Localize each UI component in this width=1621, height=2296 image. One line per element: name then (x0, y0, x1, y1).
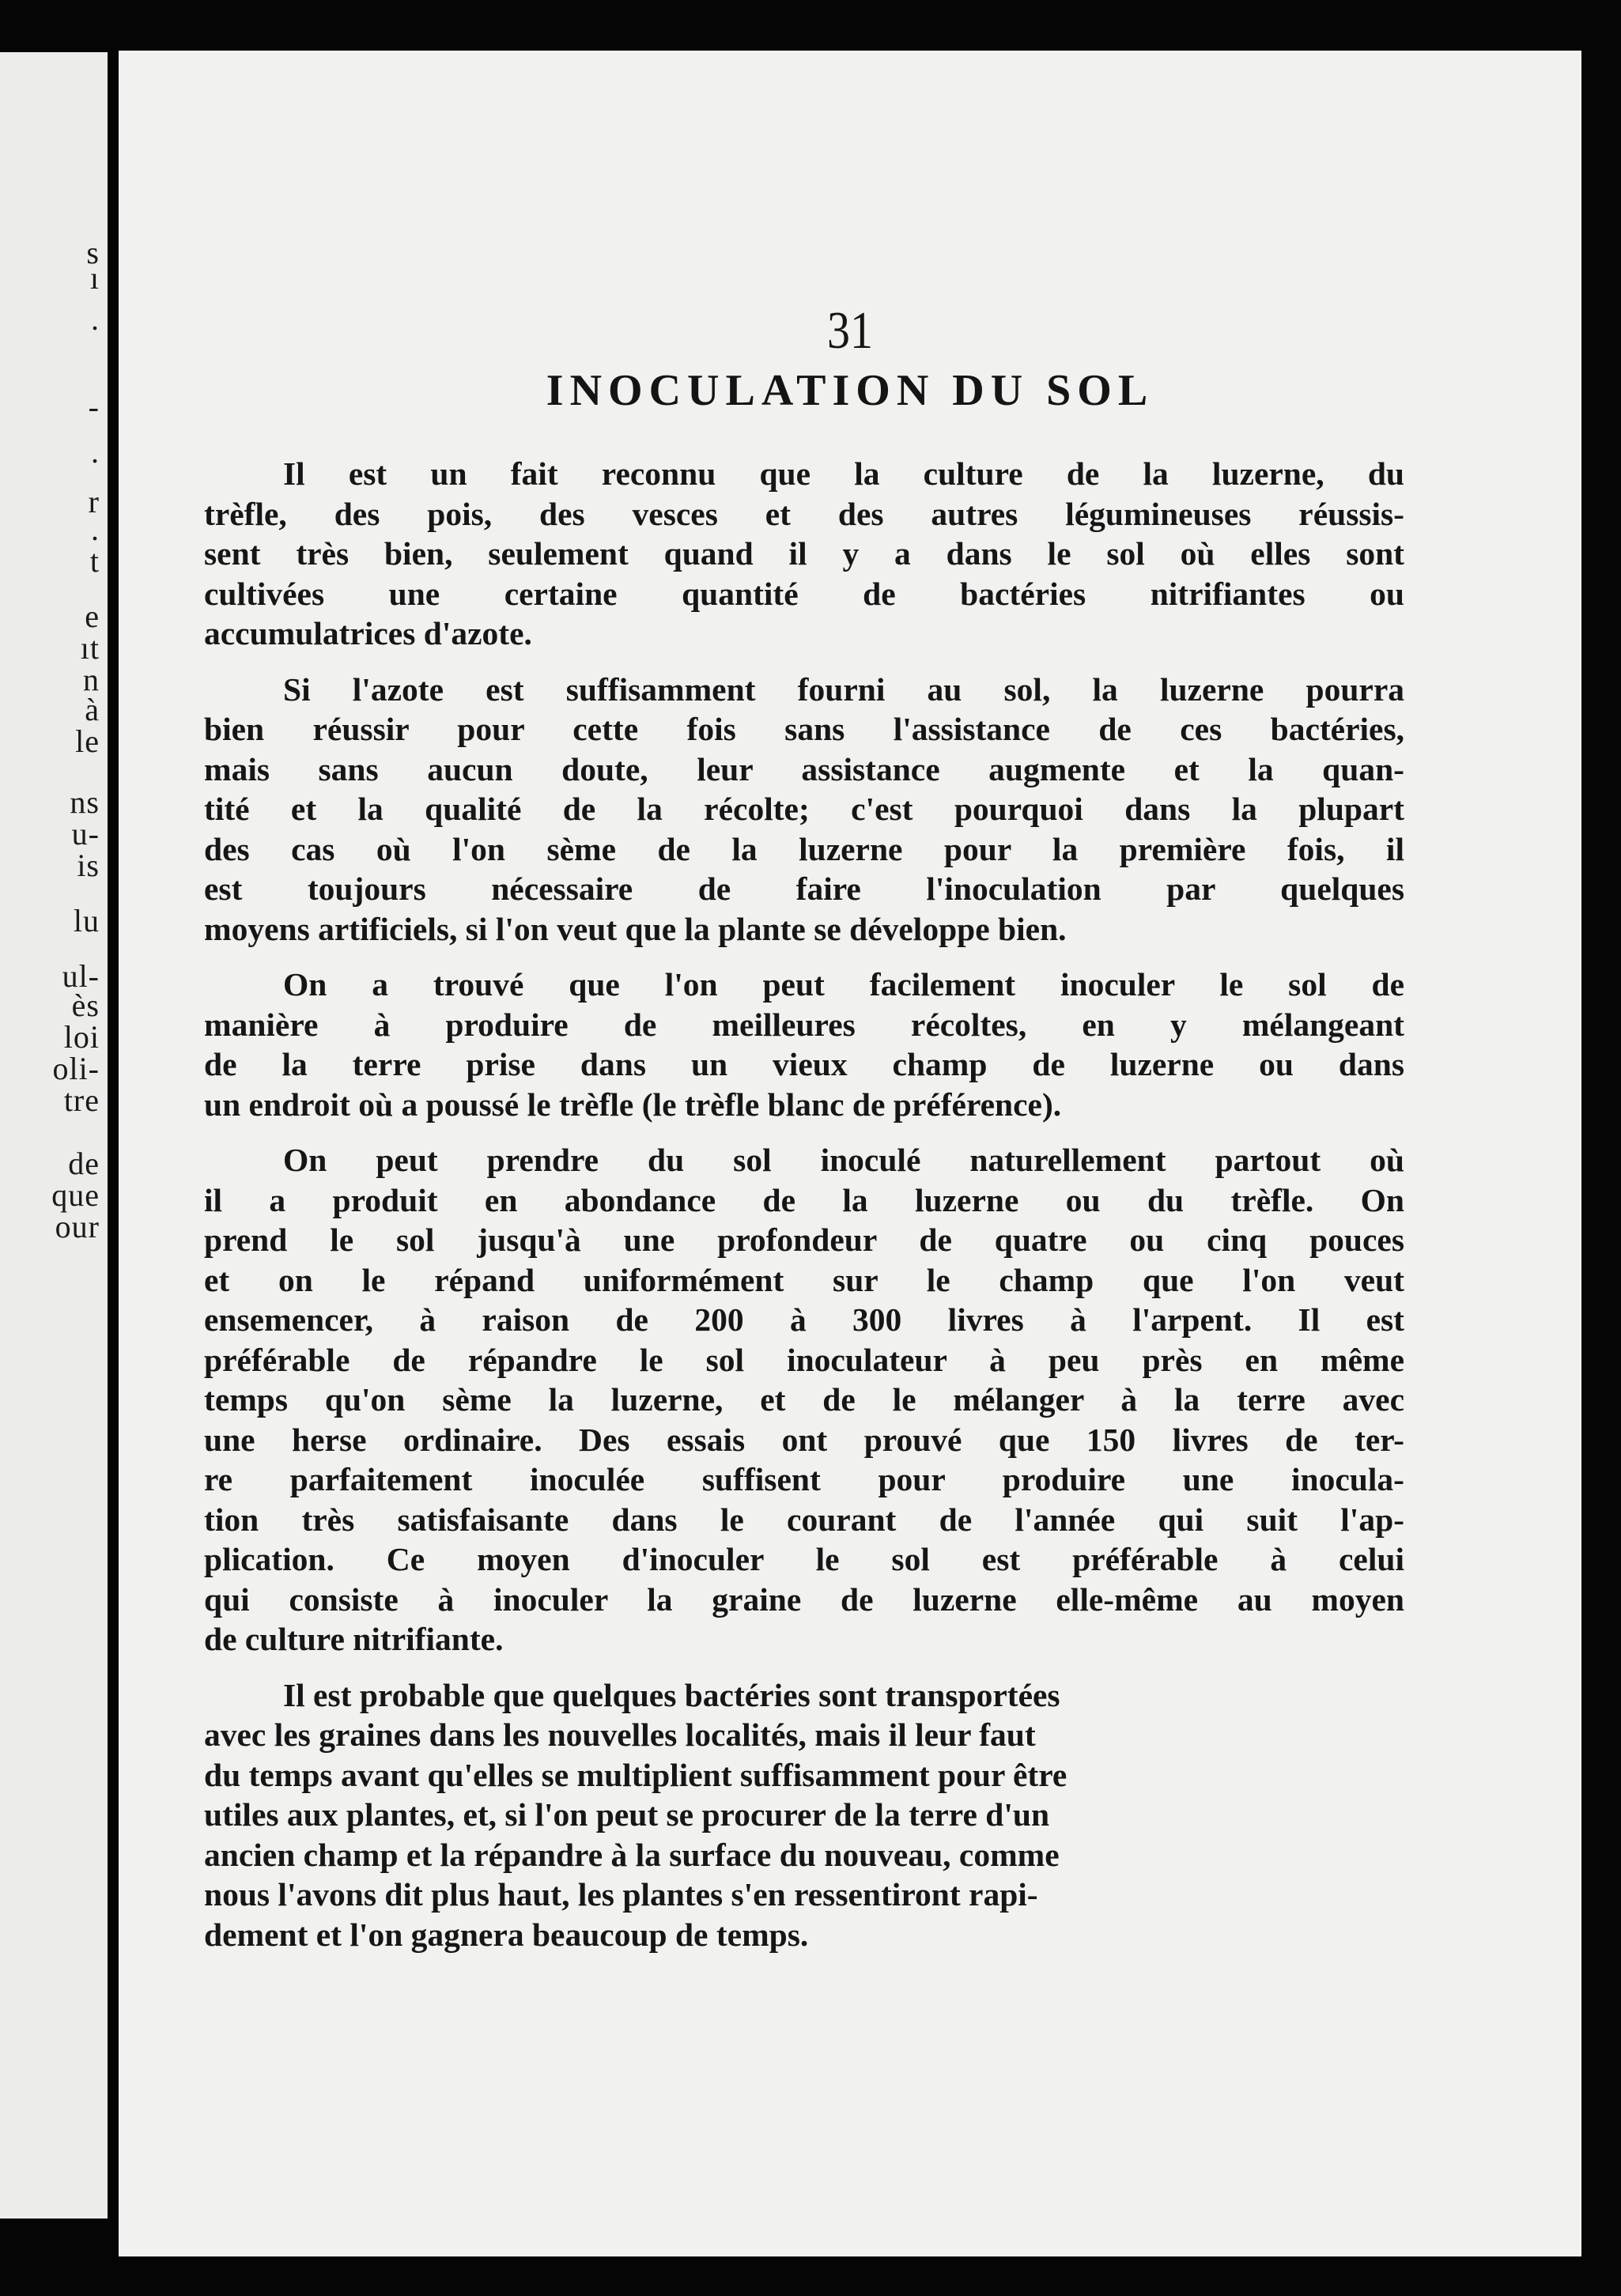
text-line: de culture nitrifiante. (204, 1621, 504, 1657)
left-page-fragment: ès (71, 988, 100, 1023)
text-line: et on le répand uniformément sur le champ que l'on veut (204, 1261, 1404, 1298)
text-line: nous l'avons dit plus haut, les plantes s'en ressentiront rapi- (204, 1876, 1038, 1913)
left-page-fragment: - (88, 389, 100, 425)
left-page-fragment: ı (89, 260, 100, 296)
left-page-fragment: is (77, 848, 100, 883)
text-line: avec les graines dans les nouvelles localités, mais il leur faut (204, 1716, 1036, 1753)
text-line: Si l'azote est suffisamment fourni au sol, la luzerne pourra (283, 670, 1404, 708)
page-number: 31 (827, 300, 873, 360)
paragraph-2 (204, 670, 1404, 950)
text-line: Il est un fait reconnu que la culture de la luzerne, du (283, 455, 1404, 492)
left-page-edge (0, 52, 108, 2219)
text-line: est toujours nécessaire de faire l'inoculation par quelques (204, 870, 1404, 907)
left-page-fragment: loi (63, 1019, 100, 1055)
paragraph-4 (204, 1140, 1404, 1660)
text-line: temps qu'on sème la luzerne, et de le mélanger à la terre avec (204, 1381, 1404, 1418)
text-line: du temps avant qu'elles se multiplient suffisamment pour être (204, 1756, 1067, 1793)
left-page-fragment: tre (63, 1082, 100, 1118)
left-page-fragment: our (55, 1209, 100, 1244)
left-page-fragment: . (91, 512, 100, 547)
left-page-fragment: à (85, 692, 100, 727)
text-line: un endroit où a poussé le trèfle (le trèfle blanc de préférence). (204, 1086, 1062, 1123)
text-line: ancien champ et la répandre à la surface du nouveau, comme (204, 1836, 1060, 1873)
left-page-fragment: de (68, 1146, 100, 1181)
text-line: dement et l'on gagnera beaucoup de temps. (204, 1916, 809, 1953)
text-line: qui consiste à inoculer la graine de luzerne elle-même au moyen (204, 1580, 1404, 1618)
text-line: sent très bien, seulement quand il y a dans le sol où elles sont (204, 535, 1404, 572)
text-line: bien réussir pour cette fois sans l'assistance de ces bactéries, (204, 711, 1404, 747)
left-page-fragment: ul- (62, 958, 100, 994)
text-line: préférable de répandre le sol inoculateur à peu près en même (204, 1341, 1404, 1378)
left-page-fragment: t (89, 543, 100, 579)
text-line: accumulatrices d'azote. (204, 615, 532, 651)
left-page-fragment: lu (73, 903, 100, 938)
left-page-fragment: le (75, 723, 100, 759)
text-line: prend le sol jusqu'à une profondeur de quatre ou cinq pouces (204, 1222, 1404, 1258)
text-line: re parfaitement inoculée suffisent pour produire une inocula- (204, 1461, 1404, 1497)
left-page-fragment: . (91, 301, 100, 337)
text-line: tion très satisfaisante dans le courant de l'année qui suit l'ap- (204, 1501, 1404, 1538)
chapter-title: INOCULATION DU SOL (546, 366, 1154, 415)
text-line: des cas où l'on sème de la luzerne pour la première fois, il (204, 830, 1404, 867)
left-page-fragment: oli- (52, 1051, 100, 1086)
text-line: On a trouvé que l'on peut facilement inoculer le sol de (283, 966, 1404, 1003)
left-page-fragment: . (91, 434, 100, 470)
text-line: il a produit en abondance de la luzerne ou du trèfle. On (204, 1181, 1404, 1218)
text-line: tité et la qualité de la récolte; c'est pourquoi dans la plupart (204, 791, 1404, 827)
left-page-fragment: ıt (80, 630, 100, 666)
text-line: moyens artificiels, si l'on veut que la plante se développe bien. (204, 910, 1067, 947)
left-page-fragment: s (86, 235, 100, 270)
body-text (204, 454, 1404, 1970)
paragraph-5 (204, 1675, 1404, 1955)
text-line: de la terre prise dans un vieux champ de luzerne ou dans (204, 1046, 1404, 1082)
book-page (119, 51, 1581, 2256)
text-line: plication. Ce moyen d'inoculer le sol est préférable à celui (204, 1541, 1404, 1577)
paragraph-1 (204, 454, 1404, 654)
left-page-fragment: e (85, 599, 100, 634)
text-line: mais sans aucun doute, leur assistance augmente et la quan- (204, 750, 1404, 787)
text-line: manière à produire de meilleures récoltes, en y mélangeant (204, 1006, 1404, 1043)
text-line: utiles aux plantes, et, si l'on peut se procurer de la terre d'un (204, 1796, 1050, 1833)
paragraph-3 (204, 965, 1404, 1124)
text-line: Il est probable que quelques bactéries sont transportées (283, 1676, 1060, 1713)
left-page-fragment: r (88, 484, 100, 519)
left-page-fragment: ns (70, 784, 100, 820)
left-page-fragment: que (51, 1177, 100, 1213)
text-line: trèfle, des pois, des vesces et des autres légumineuses réussis- (204, 495, 1404, 532)
text-line: ensemencer, à raison de 200 à 300 livres à l'arpent. Il est (204, 1301, 1404, 1338)
text-line: cultivées une certaine quantité de bactéries nitrifiantes ou (204, 575, 1404, 612)
text-line: une herse ordinaire. Des essais ont prouvé que 150 livres de ter- (204, 1421, 1404, 1458)
text-line: On peut prendre du sol inoculé naturellement partout où (283, 1142, 1404, 1178)
left-page-fragment: n (83, 662, 100, 697)
left-page-fragment: u- (71, 816, 100, 852)
